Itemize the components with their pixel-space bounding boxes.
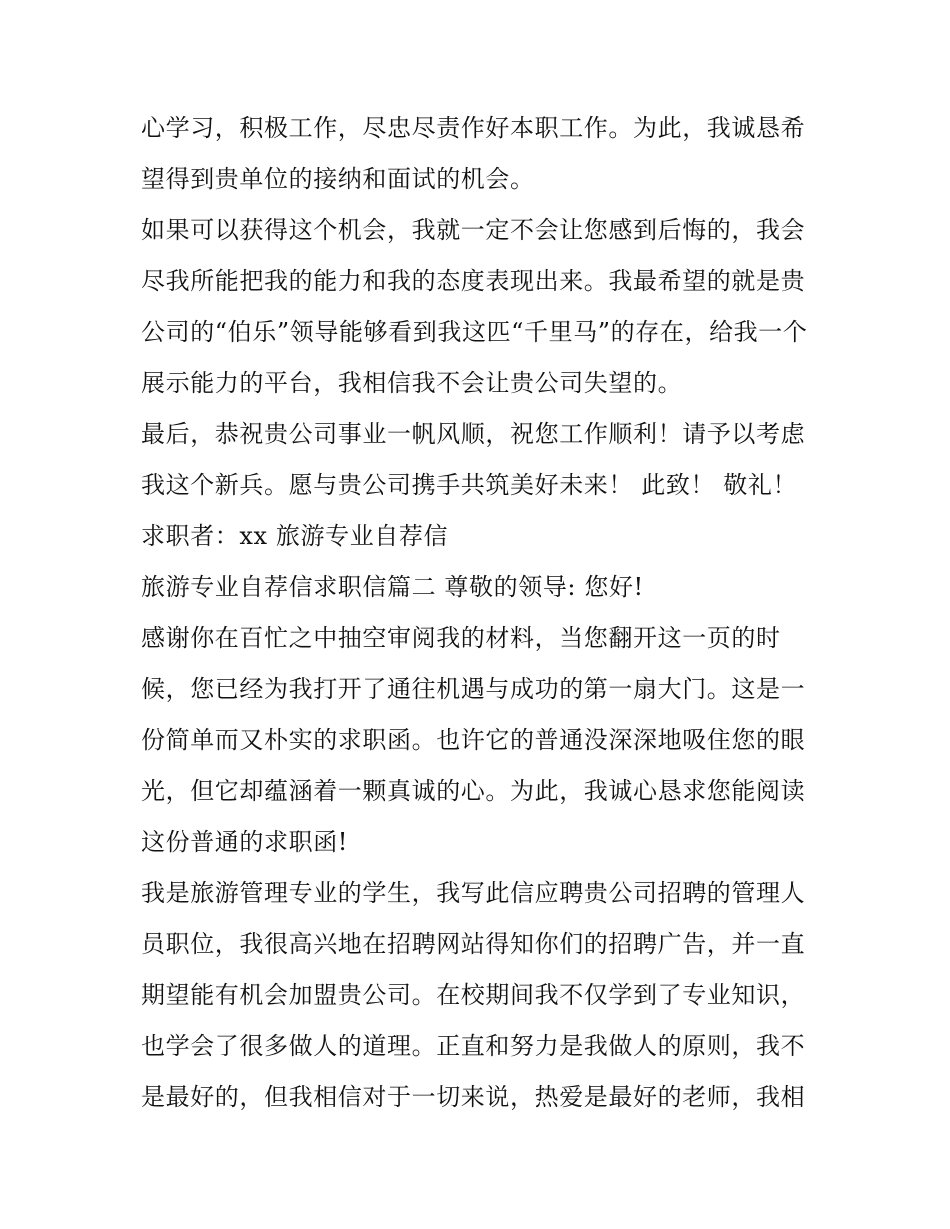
- text-line: 候，您已经为我打开了通往机遇与成功的第一扇大门。这是一: [141, 675, 806, 703]
- text-line: 也学会了很多做人的道理。正直和努力是我做人的原则，我不: [141, 1032, 806, 1060]
- text-line: 我这个新兵。愿与贵公司携手共筑美好未来！ 此致！ 敬礼！: [141, 471, 798, 499]
- text-line: 公司的“伯乐”领导能够看到我这匹“千里马”的存在，给我一个: [141, 318, 808, 346]
- text-line: 求职者：xx 旅游专业自荐信: [141, 522, 449, 550]
- text-line: 最后，恭祝贵公司事业一帆风顺，祝您工作顺利！请予以考虑: [141, 420, 806, 448]
- text-line: 望得到贵单位的接纳和面试的机会。: [141, 165, 535, 193]
- text-line: 是最好的，但我相信对于一切来说，热爱是最好的老师，我相: [141, 1083, 806, 1111]
- text-line: 员职位，我很高兴地在招聘网站得知你们的招聘广告，并一直: [141, 930, 806, 958]
- text-line: 展示能力的平台，我相信我不会让贵公司失望的。: [141, 369, 683, 397]
- text-line: 期望能有机会加盟贵公司。在校期间我不仅学到了专业知识，: [141, 981, 806, 1009]
- text-line: 心学习，积极工作，尽忠尽责作好本职工作。为此，我诚恳希: [141, 114, 806, 142]
- text-line: 这份普通的求职函!: [141, 828, 349, 856]
- text-line: 感谢你在百忙之中抽空审阅我的材料，当您翻开这一页的时: [141, 624, 781, 652]
- text-line: 尽我所能把我的能力和我的态度表现出来。我最希望的就是贵: [141, 267, 806, 295]
- text-line: 份简单而又朴实的求职函。也许它的普通没深深地吸住您的眼: [141, 726, 806, 754]
- text-line: 我是旅游管理专业的学生，我写此信应聘贵公司招聘的管理人: [141, 879, 806, 907]
- text-line: 光，但它却蕴涵着一颗真诚的心。为此，我诚心恳求您能阅读: [141, 777, 806, 805]
- text-line: 旅游专业自荐信求职信篇二 尊敬的领导: 您好!: [141, 573, 644, 601]
- text-line: 如果可以获得这个机会，我就一定不会让您感到后悔的，我会: [141, 216, 806, 244]
